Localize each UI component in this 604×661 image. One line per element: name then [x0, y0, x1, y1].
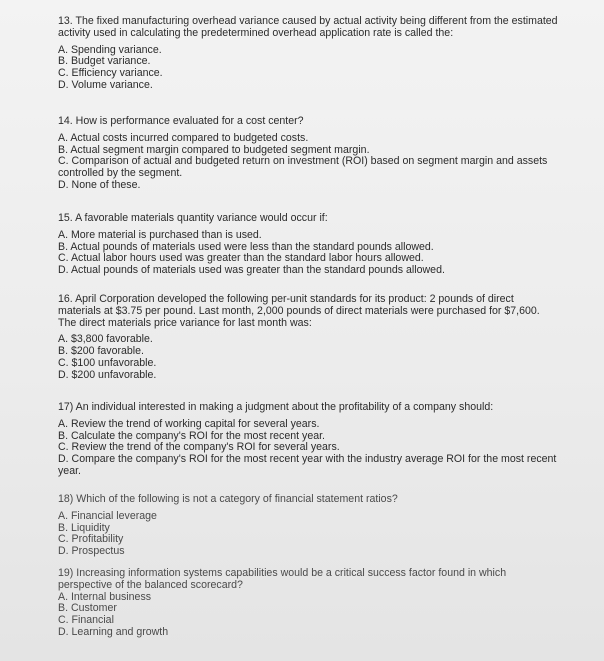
question-stem: 19) Increasing information systems capabilities would be a critical success factor found in which perspective of the balanced scorecard? [58, 567, 507, 591]
answer-option: D. Actual pounds of materials used was greater than the standard pounds allowed. [58, 264, 445, 277]
answer-option: D. Learning and growth [58, 625, 169, 638]
answer-option: D. Compare the company's ROI for the most recent year with the industry average ROI for the most recent year. [58, 453, 557, 477]
answer-option: D. $200 unfavorable. [58, 368, 157, 381]
question-stem: 14. How is performance evaluated for a cost center? [58, 115, 304, 127]
answer-option: C. Actual labor hours used was greater than the standard labor hours allowed. [58, 252, 424, 265]
question-15 [58, 213, 558, 277]
answer-option: D. Volume variance. [58, 78, 153, 91]
answer-option: D. Prospectus [58, 545, 125, 558]
answer-option: A. Internal business [58, 590, 152, 603]
answer-option: C. Comparison of actual and budgeted return on investment (ROI) based on segment margin and assets controlled by the segment. [58, 155, 548, 180]
question-18 [58, 494, 558, 558]
answer-option: B. Calculate the company's ROI for the most recent year. [58, 429, 325, 442]
question-19 [58, 568, 558, 639]
answer-option: B. Customer [58, 602, 117, 615]
answer-option: C. Efficiency variance. [58, 67, 163, 80]
question-stem: 16. April Corporation developed the following per-unit standards for its product: 2 pounds of direct materials at $3.75 per pound. Last month, 2,000 pounds of direct materials were purchased for $7,600. The direct materials price variance for last month was: [58, 293, 540, 329]
question-13 [58, 16, 558, 92]
answer-option: C. Review the trend of the company's ROI for several years. [58, 441, 340, 454]
answer-option: D. None of these. [58, 178, 141, 191]
question-stem: 18) Which of the following is not a category of financial statement ratios? [58, 493, 398, 505]
answer-option: A. Review the trend of working capital for several years. [58, 417, 320, 430]
answer-option: A. Actual costs incurred compared to budgeted costs. [58, 131, 309, 144]
answer-option: B. Liquidity [58, 521, 110, 534]
answer-option: C. Financial [58, 614, 114, 627]
answer-option: B. Budget variance. [58, 55, 151, 68]
answer-option: B. $200 favorable. [58, 345, 144, 358]
answer-option: B. Actual segment margin compared to budgeted segment margin. [58, 143, 370, 156]
question-14 [58, 116, 558, 192]
question-17 [58, 402, 558, 478]
answer-option: C. Profitability [58, 533, 124, 546]
answer-option: A. Spending variance. [58, 43, 162, 56]
answer-option: A. Financial leverage [58, 509, 157, 522]
answer-option: C. $100 unfavorable. [58, 356, 157, 369]
answer-option: B. Actual pounds of materials used were less than the standard pounds allowed. [58, 240, 434, 253]
question-stem: 17) An individual interested in making a judgment about the profitability of a company should: [58, 401, 494, 413]
question-stem: 15. A favorable materials quantity variance would occur if: [58, 212, 328, 224]
answer-option: A. $3,800 favorable. [58, 333, 153, 346]
question-16 [58, 294, 558, 382]
answer-option: A. More material is purchased than is used. [58, 228, 262, 241]
question-stem: 13. The fixed manufacturing overhead variance caused by actual activity being different from the estimated activity used in calculating the predetermined overhead application rate is called the: [58, 15, 558, 39]
